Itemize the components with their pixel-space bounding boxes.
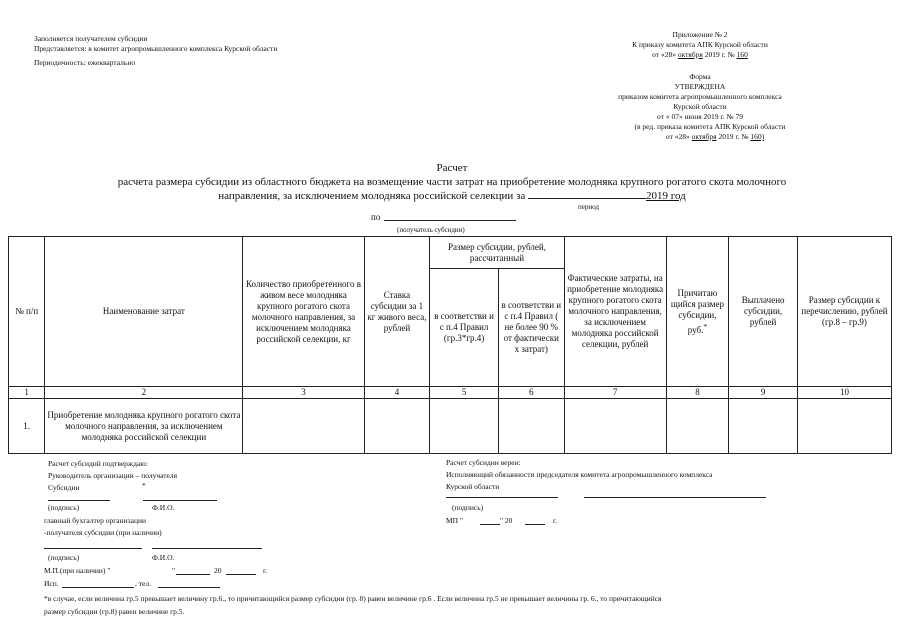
approved-date: от « 07» июня 2019 г. № 79 xyxy=(657,112,743,121)
confirm-label: Расчет субсидий подтверждаю: xyxy=(48,459,148,468)
header-size-group: Размер субсидии, рублей, рассчитанный xyxy=(430,237,564,269)
header-rate: Ставка субсидии за 1 кг живого веса, рублей xyxy=(364,237,430,387)
cell-paid[interactable] xyxy=(729,399,798,454)
periodicity-note: Периодичность: ежеквартально xyxy=(34,58,136,67)
col-number: 1 xyxy=(9,387,45,399)
position-label-1: Исполняющий обязанности председателя комитета агропромышленного комплекса xyxy=(446,470,713,479)
header-transfer: Размер субсидии к перечислению, рублей (гр.8 – гр.9) xyxy=(797,237,891,387)
approved-region: Курской области xyxy=(673,102,727,111)
phone-line[interactable] xyxy=(158,587,220,588)
title-line2: направления, за исключением молодняка российской селекции за 2019 год xyxy=(218,190,686,202)
document-title xyxy=(0,161,904,203)
appendix-label: Приложение № 2 xyxy=(672,30,728,39)
submit-to-note: Представляется: в комитет агропромышленного комплекса Курской области xyxy=(34,44,278,53)
col-number: 5 xyxy=(430,387,499,399)
col-number: 8 xyxy=(666,387,729,399)
col-number: 3 xyxy=(243,387,364,399)
header-actual: Фактические затраты, на приобретение молодняка крупного рогатого скота молочного направления, за исключением молодняка российской селекции, рублей xyxy=(564,237,666,387)
table-row xyxy=(9,399,892,454)
date-quote-open: " xyxy=(172,566,176,575)
title-heading: Расчет xyxy=(436,162,468,174)
head-label-2: Субсидии xyxy=(48,483,80,492)
header-quantity: Количество приобретенного в живом весе молодняка крупного рогатого скота молочного направления, за исключением молодняка российской селекции, кг xyxy=(243,237,364,387)
verified-label: Расчет субсидии верен: xyxy=(446,458,521,467)
signature-caption-1: (подпись) xyxy=(48,503,80,512)
order-date: от «28» октября 2019 г. № 160 xyxy=(652,50,748,59)
executor-label: Исп. xyxy=(44,579,59,588)
period-blank[interactable] xyxy=(528,189,646,199)
filler-note: Заполняется получателем субсидии xyxy=(34,34,148,43)
header-paid: Выплачено субсидии, рублей xyxy=(729,237,798,387)
order-line: К приказу комитета АПК Курской области xyxy=(632,40,768,49)
head-label-1: Руководитель организации – получателя xyxy=(48,471,178,480)
mp-left-label: М.П.(при наличии) " xyxy=(44,566,111,575)
row-num: 1. xyxy=(9,399,45,454)
header-size-b: в соответстви и с п.4 Правил ( не более 90 % от фактически х затрат) xyxy=(498,269,564,387)
date-year-suffix: г. xyxy=(263,566,268,575)
accountant-fio-line[interactable] xyxy=(152,548,262,549)
verifier-day-line[interactable] xyxy=(480,524,500,525)
cell-quantity[interactable] xyxy=(243,399,364,454)
phone-label: , тел. xyxy=(135,579,151,588)
header-name: Наименование затрат xyxy=(45,237,243,387)
col-number: 9 xyxy=(729,387,798,399)
edition-date: от «28» октября 2019 г. № 160) xyxy=(665,132,765,141)
header-size-a: в соответстви и с п.4 Правил (гр.3*гр.4) xyxy=(430,269,499,387)
cell-size-a[interactable] xyxy=(430,399,499,454)
accountant-label-1: главный бухгалтер организации xyxy=(44,516,146,525)
date-year-num: 20 xyxy=(214,566,222,575)
fio-caption-1: Ф.И.О. xyxy=(152,503,175,512)
col-number: 4 xyxy=(364,387,430,399)
col-number: 6 xyxy=(498,387,564,399)
verifier-signature-caption: (подпись) xyxy=(452,503,484,512)
recipient-blank[interactable] xyxy=(384,220,516,221)
due-footnote-mark: * xyxy=(703,321,708,331)
fio-caption-2: Ф.И.О. xyxy=(152,553,175,562)
verifier-year-line[interactable] xyxy=(525,524,545,525)
cell-due[interactable] xyxy=(666,399,729,454)
cell-transfer[interactable] xyxy=(797,399,891,454)
header-due: Причитаю щийся размер субсидии, руб.* xyxy=(666,237,729,387)
cell-rate[interactable] xyxy=(364,399,430,454)
head-signature-line[interactable] xyxy=(48,500,110,501)
accountant-label-2: -получателя субсидии (при наличии) xyxy=(44,528,162,537)
row-name: Приобретение молодняка крупного рогатого скота молочного направления, за исключением молодняка российской селекции xyxy=(45,399,243,454)
verifier-fio-line[interactable] xyxy=(584,497,766,498)
footnote-line-2: размер субсидии (гр.8) равен величине гр.5. xyxy=(44,607,185,616)
approved-label: УТВЕРЖДЕНА xyxy=(674,82,726,91)
title-line1: расчета размера субсидии из областного бюджета на возмещение части затрат на приобретение молодняка крупного рогатого скота молочного xyxy=(117,176,787,188)
header-left xyxy=(34,32,277,69)
recipient-label: (получатель субсидии) xyxy=(397,226,465,234)
executor-line[interactable] xyxy=(62,587,134,588)
date-year-line[interactable] xyxy=(226,574,256,575)
cell-size-b[interactable] xyxy=(498,399,564,454)
header-right xyxy=(585,30,815,142)
edition-line: (в ред. приказа комитета АПК Курской области xyxy=(634,122,786,131)
position-label-2: Курской области xyxy=(446,482,500,491)
star-mark: * xyxy=(142,481,146,490)
period-label: период xyxy=(578,203,599,211)
approved-by: приказом комитета агропромышленного комплекса xyxy=(618,92,782,101)
head-fio-line[interactable] xyxy=(143,500,217,501)
subsidy-table xyxy=(8,236,892,454)
footnote-line-1: *в случае, если величина гр.5 превышает величину гр.6., то причитающийся размер субсидии (гр. 8) равен величине гр.6 . Если величина гр.5 не превышает величины гр. 6., то причитающийся xyxy=(44,594,662,603)
date-day-line[interactable] xyxy=(176,574,210,575)
verifier-year-label: " 20 xyxy=(500,516,513,525)
col-number: 2 xyxy=(45,387,243,399)
verifier-signature-line[interactable] xyxy=(446,497,558,498)
col-number: 10 xyxy=(797,387,891,399)
cell-actual[interactable] xyxy=(564,399,666,454)
accountant-signature-line[interactable] xyxy=(44,548,142,549)
po-label: по xyxy=(371,212,381,222)
col-number: 7 xyxy=(564,387,666,399)
signature-caption-2: (подпись) xyxy=(48,553,80,562)
column-numbers-row xyxy=(9,387,892,399)
verifier-year-suffix: г. xyxy=(553,516,558,525)
mp-right-label: МП " xyxy=(446,516,464,525)
form-label: Форма xyxy=(689,72,711,81)
header-num: № п/п xyxy=(9,237,45,387)
